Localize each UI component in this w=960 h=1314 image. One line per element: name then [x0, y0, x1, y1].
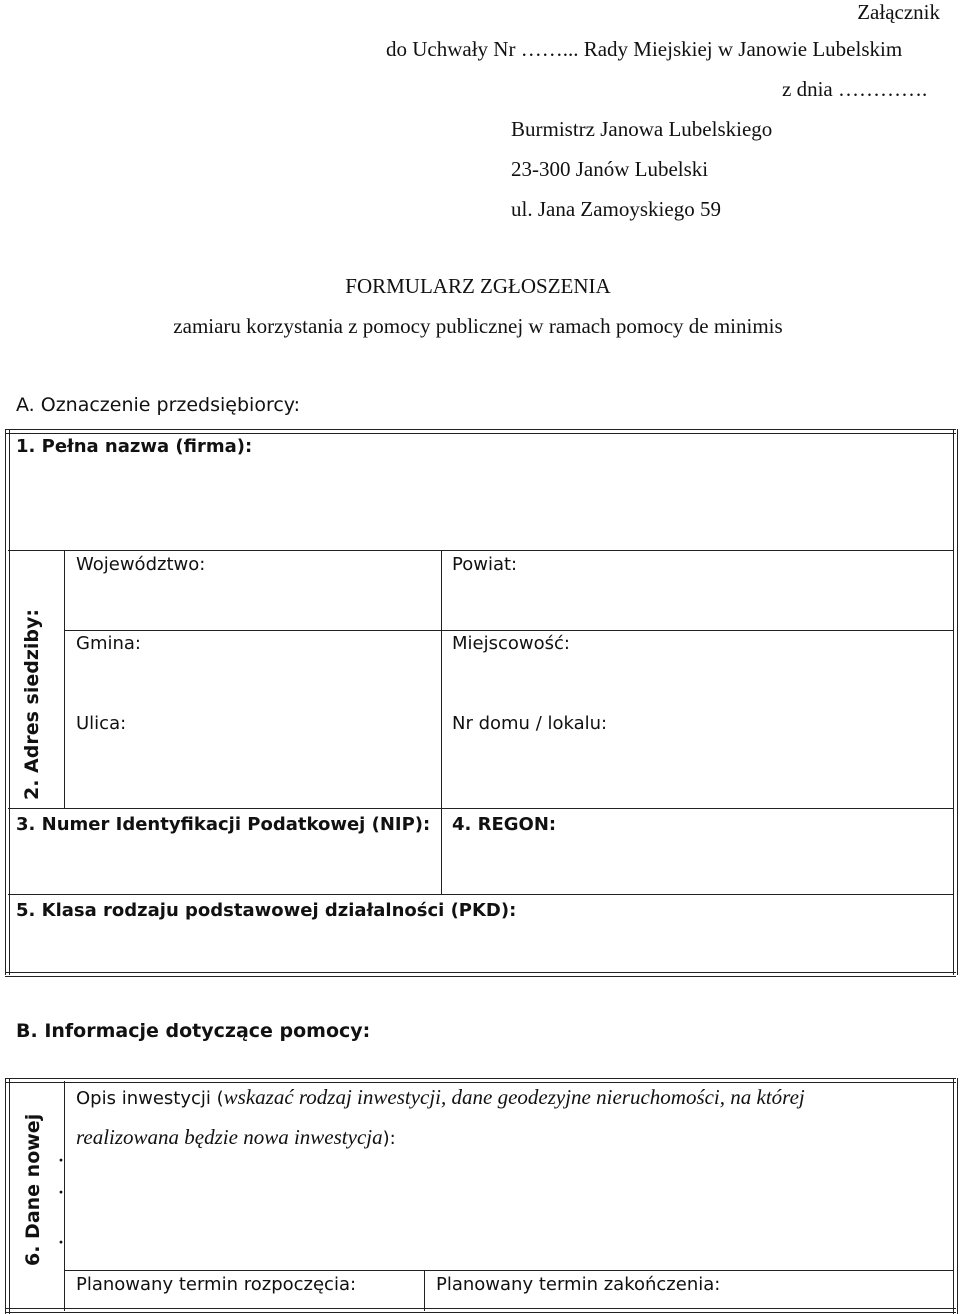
pkd-label: 5. Klasa rodzaju podstawowej działalności (PKD): [16, 900, 517, 921]
address-row-divider-1 [64, 630, 954, 631]
nip-regon-divider [441, 808, 442, 894]
dates-row-top-divider [64, 1270, 954, 1271]
address-label-divider [64, 550, 65, 808]
investment-desc-italic-1: wskazać rodzaj inwestycji, dane geodezyjne nieruchomości, na której [223, 1085, 805, 1109]
table-b-left-border [5, 1078, 10, 1314]
address-mid-divider-upper [441, 550, 442, 630]
label-dot-2: · [58, 1182, 65, 1202]
table-b-bottom-border [5, 1308, 956, 1313]
table-b-right-border [953, 1078, 958, 1314]
nip-bottom-divider [8, 894, 954, 895]
attachment-label: Załącznik [857, 0, 940, 24]
address-section-label: 2. Adres siedziby: [21, 608, 43, 800]
recipient-postal: 23-300 Janów Lubelski [511, 157, 709, 181]
nip-label: 3. Numer Identyfikacji Podatkowej (NIP): [16, 814, 431, 835]
label-dot-1: · [58, 1150, 65, 1170]
resolution-line: do Uchwały Nr ……... Rady Miejskiej w Janowie Lubelskim [386, 37, 903, 61]
dates-mid-divider [424, 1270, 425, 1311]
regon-label: 4. REGON: [452, 814, 557, 835]
commune-label: Gmina: [76, 633, 141, 654]
form-subtitle: zamiaru korzystania z pomocy publicznej w ramach pomocy de minimis [173, 314, 783, 338]
investment-desc-italic-2: realizowana będzie nowa inwestycja [76, 1125, 383, 1149]
start-date-label: Planowany termin rozpoczęcia: [76, 1274, 357, 1295]
investment-desc-end: ): [382, 1128, 396, 1149]
section-a-heading: A. Oznaczenie przedsiębiorcy: [16, 394, 301, 416]
new-investment-label: 6. Dane nowej [22, 1113, 44, 1266]
table-a-top-border [5, 429, 956, 434]
form-title: FORMULARZ ZGŁOSZENIA [345, 274, 611, 298]
end-date-label: Planowany termin zakończenia: [436, 1274, 721, 1295]
full-name-row-divider [8, 550, 954, 551]
label-dot-3: · [58, 1232, 65, 1252]
county-label: Powiat: [452, 554, 518, 575]
date-line: z dnia …………. [782, 77, 928, 101]
investment-label-divider [64, 1081, 65, 1311]
investment-desc-intro: Opis inwestycji ( [76, 1088, 224, 1109]
address-bottom-divider [8, 808, 954, 809]
table-a-bottom-border [5, 972, 956, 977]
table-b-top-border [5, 1078, 956, 1083]
investment-description-line-2 [76, 1125, 396, 1150]
locality-label: Miejscowość: [452, 633, 570, 654]
voivodeship-label: Województwo: [76, 554, 206, 575]
section-b-heading: B. Informacje dotyczące pomocy: [16, 1020, 371, 1042]
recipient-street: ul. Jana Zamoyskiego 59 [511, 197, 721, 221]
full-name-label: 1. Pełna nazwa (firma): [16, 436, 253, 457]
investment-description-line-1 [76, 1085, 805, 1110]
address-mid-divider-lower [441, 630, 442, 808]
recipient-name: Burmistrz Janowa Lubelskiego [511, 117, 773, 141]
house-number-label: Nr domu / lokalu: [452, 713, 608, 734]
street-label: Ulica: [76, 713, 127, 734]
